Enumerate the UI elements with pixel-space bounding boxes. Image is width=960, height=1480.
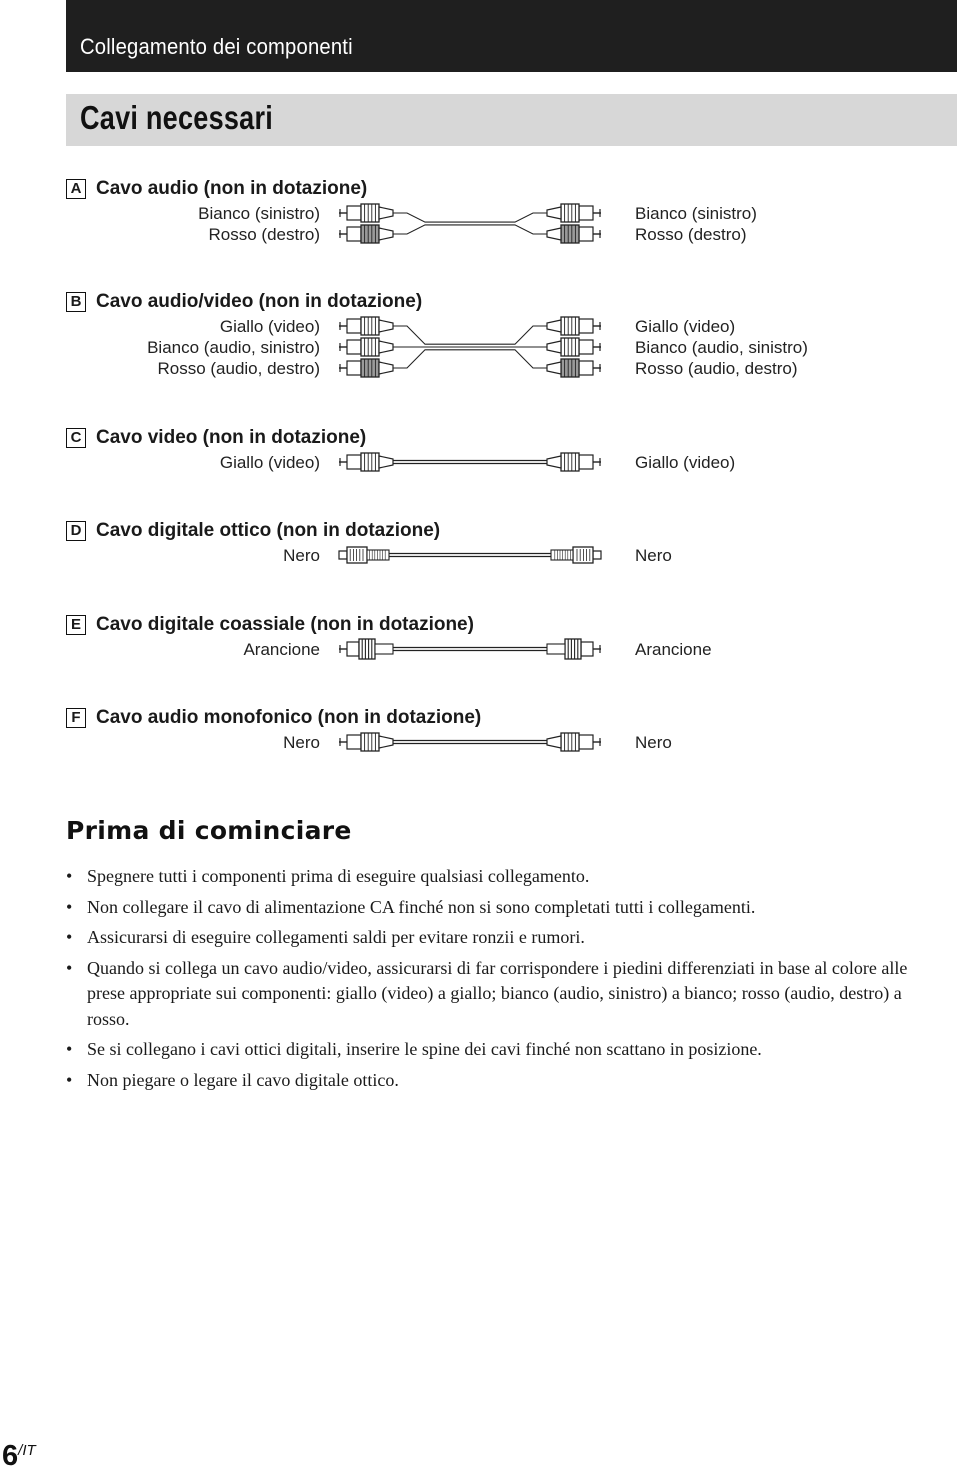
left-connector-label: Bianco (audio, sinistro)	[147, 338, 320, 357]
rca-plug-left	[339, 733, 393, 751]
cable-diagram-f	[335, 731, 605, 766]
cable-letter-badge: D	[66, 521, 86, 541]
optical-plug-right	[551, 547, 601, 563]
left-connector-label: Bianco (sinistro)	[198, 204, 320, 223]
cable-heading	[66, 520, 440, 542]
page-number-value: 6	[2, 1440, 19, 1472]
coaxial-plug-left	[339, 639, 393, 659]
cable-wire	[393, 648, 547, 651]
left-connector-label: Arancione	[243, 640, 320, 659]
cable-letter-badge: A	[66, 179, 86, 199]
page-suffix-value: IT	[22, 1442, 36, 1459]
cable-heading	[66, 614, 474, 636]
rca-plug-left	[339, 338, 393, 356]
right-connector-label: Rosso (destro)	[635, 225, 747, 244]
coaxial-plug-right	[547, 639, 601, 659]
cable-diagram-d	[335, 544, 605, 579]
note-item	[66, 925, 946, 951]
left-connector-label: Giallo (video)	[219, 317, 320, 336]
note-item	[66, 895, 946, 921]
left-connector-label: Nero	[283, 546, 320, 565]
note-item	[66, 1037, 946, 1063]
left-connector-label: Rosso (audio, destro)	[157, 359, 320, 378]
chapter-title: Collegamento dei componenti	[80, 34, 353, 59]
note-text: Spegnere tutti i componenti prima di eseguire qualsiasi collegamento.	[87, 866, 590, 886]
cable-title: Cavo digitale ottico (non in dotazione)	[96, 520, 441, 541]
page-number	[2, 1440, 36, 1473]
note-text: Non piegare o legare il cavo digitale ottico.	[87, 1069, 399, 1090]
cable-title: Cavo digitale coassiale (non in dotazione)	[96, 614, 474, 635]
cable-heading	[66, 178, 367, 200]
note-text: Quando si collega un cavo audio/video, assicurarsi di far corrispondere i piedini differenziati in base al colore alle prese appropriate sui componenti: giallo (video) a giallo; bianco (audio, sinistro) a bianco; rosso (audio, destro) a rosso.	[87, 957, 908, 1029]
left-connector-label: Giallo (video)	[219, 453, 320, 472]
right-connector-label: Giallo (video)	[635, 453, 736, 472]
rca-plug-right	[547, 317, 601, 335]
bullet-icon: •	[66, 896, 73, 917]
cable-wire	[389, 554, 551, 557]
cable-title: Cavo audio/video (non in dotazione)	[96, 291, 423, 312]
right-connector-label: Bianco (sinistro)	[635, 204, 757, 223]
note-item	[66, 1068, 946, 1094]
bullet-icon: •	[66, 1069, 73, 1090]
cable-diagram-b	[335, 315, 605, 392]
rca-plug-left	[339, 453, 393, 471]
page-number-suffix: /IT	[18, 1442, 36, 1459]
left-connector-label: Rosso (destro)	[208, 225, 320, 244]
rca-plug-left	[339, 359, 393, 377]
cable-wire	[393, 326, 547, 368]
rca-plug-right	[547, 733, 601, 751]
right-connector-label: Nero	[635, 733, 672, 752]
bullet-icon: •	[66, 957, 73, 978]
cable-diagram-c	[335, 451, 605, 486]
cable-title: Cavo audio (non in dotazione)	[96, 178, 368, 199]
note-item	[66, 956, 946, 1033]
rca-plug-left	[339, 317, 393, 335]
notes-list	[66, 864, 946, 1098]
rca-plug-right	[547, 359, 601, 377]
right-connector-label: Rosso (audio, destro)	[635, 359, 798, 378]
bullet-icon: •	[66, 866, 73, 886]
cable-diagram-a	[335, 202, 605, 258]
cable-wire	[393, 461, 547, 464]
rca-plug-left	[339, 204, 393, 222]
prima-heading: Prima di cominciare	[66, 816, 352, 845]
cable-heading	[66, 291, 422, 313]
right-connector-label: Bianco (audio, sinistro)	[635, 338, 808, 357]
cable-diagram-e	[335, 638, 605, 673]
note-text: Assicurarsi di eseguire collegamenti saldi per evitare ronzii e rumori.	[87, 927, 585, 947]
bullet-icon: •	[66, 927, 73, 947]
optical-plug-left	[339, 547, 389, 563]
section-title: Cavi necessari	[80, 99, 274, 136]
right-connector-label: Arancione	[635, 640, 712, 659]
cable-heading	[66, 707, 481, 729]
right-connector-label: Giallo (video)	[635, 317, 736, 336]
cable-title: Cavo audio monofonico (non in dotazione)	[96, 707, 482, 728]
cable-title: Cavo video (non in dotazione)	[96, 427, 367, 448]
note-text: Se si collegano i cavi ottici digitali, inserire le spine dei cavi finché non scattano in posizione.	[87, 1039, 762, 1059]
rca-plug-right	[547, 338, 601, 356]
cable-letter-badge: F	[66, 708, 86, 728]
left-connector-label: Nero	[283, 733, 320, 752]
cable-letter-badge: E	[66, 615, 86, 635]
bullet-icon: •	[66, 1039, 73, 1059]
rca-plug-left	[339, 225, 393, 243]
cable-letter-badge: C	[66, 428, 86, 448]
right-connector-label: Nero	[635, 546, 672, 565]
rca-plug-right	[547, 225, 601, 243]
rca-plug-right	[547, 204, 601, 222]
rca-plug-right	[547, 453, 601, 471]
note-text: Non collegare il cavo di alimentazione CA finché non si sono completati tutti i collegamenti.	[87, 896, 756, 917]
cable-wire	[393, 213, 547, 234]
note-item	[66, 864, 946, 890]
cable-letter-badge: B	[66, 292, 86, 312]
cable-heading	[66, 427, 366, 449]
cable-wire	[393, 741, 547, 744]
